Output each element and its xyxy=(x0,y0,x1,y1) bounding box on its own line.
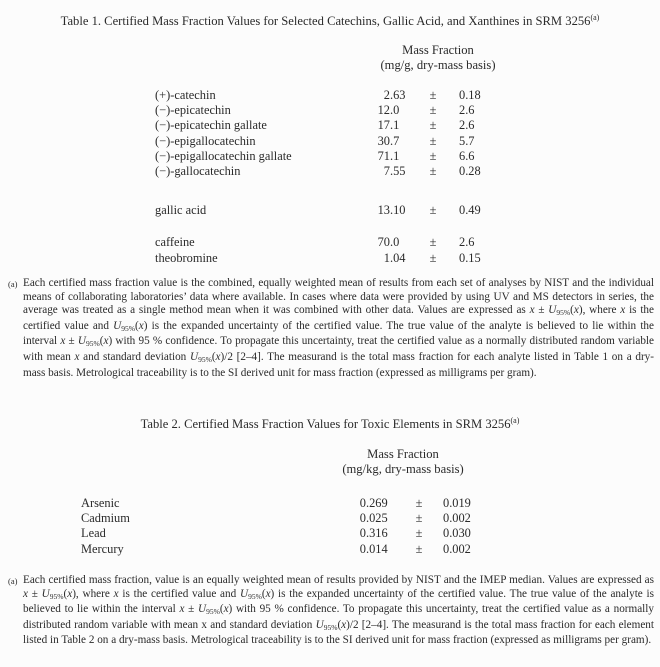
uncertainty-value: 2.6 xyxy=(459,103,475,118)
table1-column-header-line1: Mass Fraction xyxy=(402,43,474,57)
footnote-text: Each certified mass fraction value is the combined, equally weighted mean of results from each set of analyses by NIST and the individual means of collaborating laboratories’ data where available. In cases where data were provided by using UV and MS detectors in series, the average was treated as a single method mean when it was combined with other data. Values are expressed as $x \pm U_{95\%}(x)$, where x is the certified value and $U_{95\%}(x)$ is the expanded uncertainty of the certified value. The true value of the analyte is believed to lie within the interval $x \pm U_{95\%}(x)$ with 95 % confidence. To propagate this uncertainty, treat the certified value as a normally distributed random variable with mean x and standard deviation $U_{95\%}(x)/2$ [2–4]. The measurand is the total mass fraction for each analyte listed in Table 1 on a dry-mass basis. Metrological traceability is to the SI derived unit for mass fraction (expressed as milligrams per gram). xyxy=(23,277,655,379)
table2-title xyxy=(0,416,660,432)
table2-rows xyxy=(0,496,660,557)
value-frac-part: .63 xyxy=(390,88,406,102)
plus-minus-sign: ± xyxy=(415,526,423,541)
table-row xyxy=(0,203,660,218)
uncertainty-value: 0.002 xyxy=(443,511,471,526)
value-frac-part: .025 xyxy=(366,511,388,526)
table2-column-header xyxy=(305,447,501,477)
table2-title-text: Table 2. Certified Mass Fraction Values for Toxic Elements in SRM 3256 xyxy=(140,417,511,432)
plus-minus-sign: ± xyxy=(415,541,423,556)
table-row xyxy=(0,235,660,250)
analyte-name: (−)-gallocatechin xyxy=(155,163,241,178)
value-int-part: 7 xyxy=(383,163,390,178)
uncertainty-value: 0.030 xyxy=(443,526,471,541)
value-int-part: 70 xyxy=(377,235,390,250)
value-int-part: 0 xyxy=(359,526,366,541)
analyte-name: (−)-epicatechin xyxy=(155,103,231,118)
plus-minus-sign: ± xyxy=(415,496,423,510)
table2-footnote-marker-sup: (a) xyxy=(510,416,520,425)
element-name: Cadmium xyxy=(81,511,130,526)
value-int-part: 12 xyxy=(377,103,390,118)
uncertainty-value: 2.6 xyxy=(459,118,475,133)
table-row xyxy=(0,149,660,164)
value-frac-part: .269 xyxy=(366,496,388,510)
analyte-name: (−)-epigallocatechin xyxy=(155,133,256,148)
table-row xyxy=(0,526,660,541)
value-frac-part: .1 xyxy=(390,118,400,133)
uncertainty-value: 0.28 xyxy=(459,163,481,178)
table1-footnote-marker-sup: (a) xyxy=(590,13,600,22)
plus-minus-sign: ± xyxy=(429,133,437,148)
table-row xyxy=(0,118,660,133)
table-row xyxy=(0,88,660,103)
element-name: Mercury xyxy=(81,541,124,556)
plus-minus-sign: ± xyxy=(429,203,437,218)
value-int-part: 1 xyxy=(383,250,390,265)
analyte-name: caffeine xyxy=(155,235,195,250)
table2-column-header-line2: (mg/kg, dry-mass basis) xyxy=(342,462,464,477)
uncertainty-value: 0.49 xyxy=(459,203,481,218)
uncertainty-value: 5.7 xyxy=(459,133,475,148)
analyte-name: (−)-epicatechin gallate xyxy=(155,118,267,133)
value-frac-part: .55 xyxy=(390,163,406,178)
value-frac-part: .014 xyxy=(366,541,388,556)
value-frac-part: .316 xyxy=(366,526,388,541)
element-name: Arsenic xyxy=(81,496,120,510)
table2-column-header-line1: Mass Fraction xyxy=(367,447,439,461)
value-int-part: 0 xyxy=(359,496,366,510)
analyte-name: (−)-epigallocatechin gallate xyxy=(155,148,292,163)
value-int-part: 0 xyxy=(359,511,366,526)
value-int-part: 2 xyxy=(383,88,390,102)
plus-minus-sign: ± xyxy=(429,148,437,163)
value-frac-part: .10 xyxy=(390,203,406,218)
uncertainty-value: 0.18 xyxy=(459,88,481,102)
table-row xyxy=(0,542,660,557)
footnote-marker: (a) xyxy=(8,576,18,586)
uncertainty-value: 0.019 xyxy=(443,496,471,510)
table-row xyxy=(0,511,660,526)
table-row xyxy=(0,496,660,511)
uncertainty-value: 6.6 xyxy=(459,148,475,163)
table1-column-header-line2: (mg/g, dry-mass basis) xyxy=(380,58,496,73)
table-row xyxy=(0,134,660,149)
table1-footnote xyxy=(6,277,654,380)
table1-title-text: Table 1. Certified Mass Fraction Values for Selected Catechins, Gallic Acid, and Xanthines in SRM 3256 xyxy=(60,14,591,29)
value-int-part: 71 xyxy=(377,148,390,163)
table1-column-header xyxy=(340,43,536,73)
table-row xyxy=(0,251,660,266)
uncertainty-value: 0.002 xyxy=(443,541,471,556)
element-name: Lead xyxy=(81,526,106,541)
table-row xyxy=(0,103,660,118)
plus-minus-sign: ± xyxy=(415,511,423,526)
table2-footnote xyxy=(6,574,654,648)
plus-minus-sign: ± xyxy=(429,118,437,133)
plus-minus-sign: ± xyxy=(429,163,437,178)
uncertainty-value: 0.15 xyxy=(459,250,481,265)
analyte-name: theobromine xyxy=(155,250,218,265)
footnote-text: Each certified mass fraction, value is an equally weighted mean of results provided by NIST and the IMEP median. Values are expressed as $x \pm U_{95\%}(x)$, where x is the certified value and $U_{95\%}(x)$ is the expanded uncertainty of the certified value. The true value of the analyte is believed to lie within the interval $x \pm U_{95\%}(x)$ with 95 % confidence. To propagate this uncertainty, treat the certified value as a normally distributed random variable with mean x and standard deviation $U_{95\%}(x)/2$ [2–4]. The measurand is the total mass fraction for each element listed in Table 2 on a dry-mass basis. Metrological traceability is to the SI derived unit for mass fraction (expressed as milligrams per gram). xyxy=(23,574,655,647)
plus-minus-sign: ± xyxy=(429,88,437,102)
value-frac-part: .0 xyxy=(390,235,400,250)
value-int-part: 17 xyxy=(377,118,390,133)
plus-minus-sign: ± xyxy=(429,235,437,250)
analyte-name: gallic acid xyxy=(155,203,207,218)
value-int-part: 13 xyxy=(377,203,390,218)
footnote-marker: (a) xyxy=(8,279,18,289)
table1-rows xyxy=(0,88,660,266)
value-frac-part: .7 xyxy=(390,133,400,148)
plus-minus-sign: ± xyxy=(429,103,437,118)
uncertainty-value: 2.6 xyxy=(459,235,475,250)
plus-minus-sign: ± xyxy=(429,250,437,265)
value-frac-part: .0 xyxy=(390,103,400,118)
table1-title xyxy=(0,13,660,29)
value-int-part: 0 xyxy=(359,541,366,556)
table-row xyxy=(0,164,660,179)
value-frac-part: .04 xyxy=(390,250,406,265)
value-int-part: 30 xyxy=(377,133,390,148)
value-frac-part: .1 xyxy=(390,148,400,163)
analyte-name: (+)-catechin xyxy=(155,88,216,102)
